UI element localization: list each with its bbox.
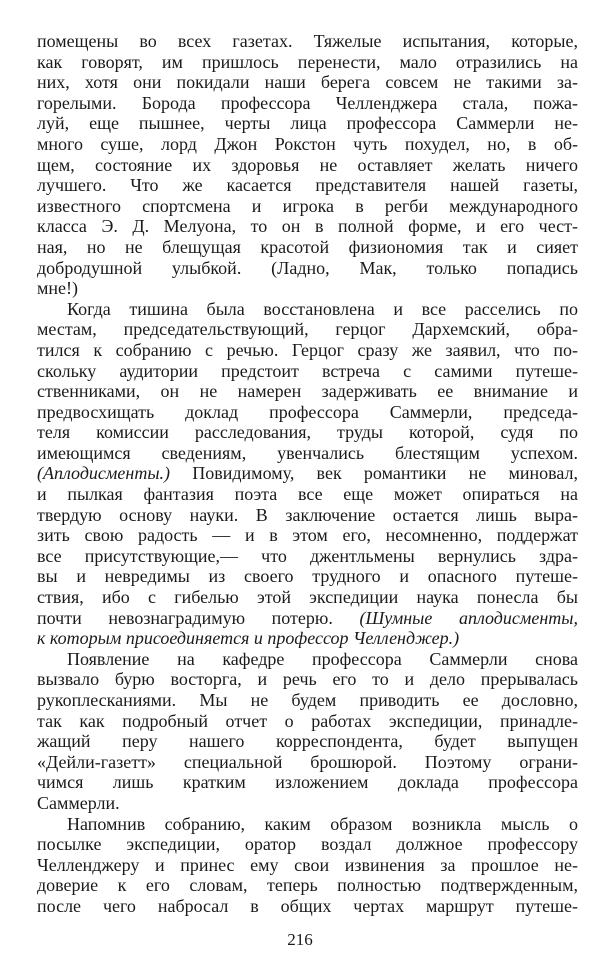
text-segment: мне!): [37, 278, 79, 299]
text-line: [37, 711, 578, 732]
text-segment: тился к собранию с речью. Герцог сразу же заявил, что по-: [37, 339, 578, 360]
text-segment: предвосхищать доклад профессора Саммерли, председа-: [37, 401, 578, 422]
paragraph: [37, 814, 578, 917]
text-line: [37, 752, 578, 773]
text-line: [37, 855, 578, 876]
text-line: [37, 258, 578, 279]
text-segment: теля комиссии расследования, труды которой, судя по: [37, 422, 578, 443]
text-line: [37, 443, 578, 464]
text-segment: имеющимся сведениям, увенчались блестящим успехом.: [37, 442, 578, 463]
text-segment: много суше, лорд Джон Рокстон чуть похудел, но, в об-: [37, 133, 578, 154]
text-line: [37, 731, 578, 752]
text-line: [37, 546, 578, 567]
text-segment: твердую основу науки. В заключение остается лишь выра-: [37, 504, 578, 525]
text-line: [37, 669, 578, 690]
italic-remark: (Аплодисменты.): [37, 463, 171, 484]
text-segment: рукоплесканиями. Мы не будем приводить ее дословно,: [37, 690, 578, 710]
text-line: [37, 896, 578, 917]
text-line: [37, 875, 578, 896]
text-segment: все присутствующие,— что джентльмены вернулись здра-: [37, 545, 578, 566]
text-line: [37, 381, 578, 402]
text-line: [37, 690, 578, 711]
text-line: [37, 72, 578, 93]
text-segment: вызвало бурю восторга, и речь его то и дело прерывалась: [37, 669, 578, 690]
text-segment: Челленджеру и принес ему свои извинения за прошлое не-: [37, 854, 578, 875]
text-segment: почти невознаградимую потерю.: [37, 607, 360, 628]
text-line: [37, 361, 578, 382]
text-line: [37, 772, 578, 793]
paragraph: [37, 649, 578, 814]
italic-remark: к которым присоединяется и профессор Челленджер.): [37, 628, 460, 649]
text-segment: Когда тишина была восстановлена и все расселись по: [67, 298, 578, 319]
text-segment: вы и невредимы из своего трудного и опасного путеше-: [37, 566, 578, 587]
text-line: [37, 608, 578, 629]
text-line: [37, 649, 578, 670]
text-line: [37, 402, 578, 423]
text-line: [37, 216, 578, 237]
text-segment: ственниками, он не намерен задерживать ее внимание и: [37, 381, 578, 402]
text-line: [37, 52, 578, 73]
text-segment: ствия, ибо с гибелью этой экспедиции наука понесла бы: [37, 587, 578, 608]
text-segment: добродушной улыбкой. (Ладно, Мак, только попадись: [37, 257, 578, 278]
text-line: [37, 505, 578, 526]
text-line: [37, 278, 578, 299]
page-number: 216: [287, 930, 313, 949]
text-segment: помещены во всех газетах. Тяжелые испытания, которые,: [37, 31, 578, 51]
text-line: [37, 196, 578, 217]
italic-remark: (Шумные аплодисменты,: [359, 607, 578, 628]
text-line: [37, 340, 578, 361]
text-line: [37, 299, 578, 320]
text-segment: луй, еще пышнее, черты лица профессора Саммерли не-: [37, 113, 578, 134]
text-line: [37, 566, 578, 587]
text-line: [37, 113, 578, 134]
text-line: [37, 525, 578, 546]
text-line: [37, 422, 578, 443]
text-line: [37, 484, 578, 505]
paragraph: [37, 31, 578, 299]
text-segment: «Дейли-газетт» специальной брошюрой. Поэтому ограни-: [37, 751, 578, 772]
text-segment: как говорят, им пришлось перенести, мало отразились на: [37, 51, 578, 72]
book-page-text: [37, 31, 578, 917]
text-line: [37, 463, 578, 484]
text-line: [37, 628, 578, 649]
text-segment: горелыми. Борода профессора Челленджера стала, пожа-: [37, 92, 578, 113]
text-segment: чимся лишь кратким изложением доклада профессора: [37, 772, 578, 793]
text-line: [37, 237, 578, 258]
text-segment: после чего набросал в общих чертах маршрут путеше-: [37, 895, 578, 916]
text-segment: и пылкая фантазия поэта все еще может опираться на: [37, 484, 578, 505]
text-line: [37, 814, 578, 835]
text-segment: жащий перу нашего корреспондента, будет выпущен: [37, 731, 578, 752]
text-line: [37, 319, 578, 340]
text-line: [37, 175, 578, 196]
text-line: [37, 155, 578, 176]
text-segment: ная, но не блещущая красотой физиономия так и сияет: [37, 236, 578, 257]
text-segment: Повидимому, век романтики не миновал,: [170, 463, 578, 484]
paragraph: [37, 299, 578, 649]
text-line: [37, 793, 578, 814]
text-segment: посылке экспедиции, оратор воздал должное профессору: [37, 834, 578, 855]
text-segment: известного спортсмена и игрока в регби международного: [37, 195, 578, 216]
text-segment: зить свою радость — и в этом его, несомненно, поддержат: [37, 525, 578, 546]
text-segment: местам, председательствующий, герцог Дархемский, обра-: [37, 319, 578, 340]
text-line: [37, 134, 578, 155]
text-line: [37, 31, 578, 52]
text-segment: так как подробный отчет о работах экспедиции, принадле-: [37, 710, 578, 731]
text-segment: них, хотя они покидали наши берега совсем не такими за-: [37, 72, 578, 93]
text-line: [37, 834, 578, 855]
text-segment: Саммерли.: [37, 792, 120, 813]
text-segment: Напомнив собранию, каким образом возникла мысль о: [67, 813, 578, 834]
text-segment: доверие к его словам, теперь полностью подтвержденным,: [37, 875, 578, 896]
text-line: [37, 93, 578, 114]
text-segment: класса Э. Д. Мелуона, то он в полной форме, и его чест-: [37, 216, 578, 237]
text-segment: лучшего. Что же касается представителя нашей газеты,: [37, 175, 578, 196]
text-segment: скольку аудитории предстоит встреча с самими путеше-: [37, 360, 578, 381]
text-segment: Появление на кафедре профессора Саммерли снова: [67, 648, 578, 669]
text-segment: щем, состояние их здоровья не оставляет желать ничего: [37, 154, 578, 175]
text-line: [37, 587, 578, 608]
